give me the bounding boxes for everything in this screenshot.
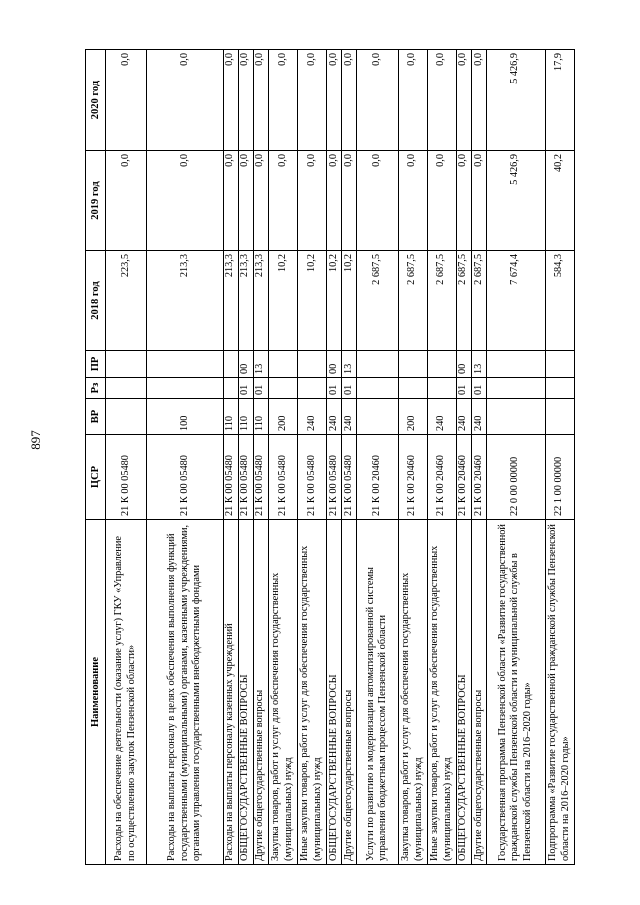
cell-rz: 01 [253, 378, 268, 399]
cell-2020: 0,0 [147, 50, 223, 151]
cell-2020: 0,0 [342, 50, 357, 151]
cell-2020: 0,0 [253, 50, 268, 151]
table-row [456, 50, 471, 865]
cell-2018: 213,3 [253, 251, 268, 351]
cell-name: Другие общегосударственные вопросы [342, 520, 357, 865]
cell-csr: 21 К 00 20460 [427, 435, 456, 520]
cell-vr [106, 399, 147, 435]
cell-2019: 0,0 [253, 151, 268, 251]
header-2020: 2020 год [86, 50, 106, 151]
cell-2019: 0,0 [223, 151, 238, 251]
budget-table [85, 49, 575, 865]
cell-2020: 0,0 [456, 50, 471, 151]
cell-rz [427, 378, 456, 399]
cell-2020: 0,0 [427, 50, 456, 151]
cell-2019: 0,0 [147, 151, 223, 251]
cell-vr [545, 399, 574, 435]
cell-pr [357, 351, 398, 378]
cell-2019: 0,0 [456, 151, 471, 251]
cell-2019: 0,0 [268, 151, 297, 251]
cell-2018: 10,2 [297, 251, 326, 351]
cell-name: Расходы на выплаты персоналу казенных учреждений [223, 520, 238, 865]
cell-rz [487, 378, 546, 399]
cell-csr: 21 К 00 05480 [106, 435, 147, 520]
cell-pr: 00 [327, 351, 342, 378]
cell-vr: 100 [147, 399, 223, 435]
cell-pr: 00 [456, 351, 471, 378]
cell-2020: 0,0 [471, 50, 486, 151]
cell-2020: 0,0 [268, 50, 297, 151]
header-csr: ЦСР [86, 435, 106, 520]
cell-csr: 21 К 00 05480 [223, 435, 238, 520]
cell-2020: 0,0 [357, 50, 398, 151]
cell-pr [268, 351, 297, 378]
cell-2018: 10,2 [268, 251, 297, 351]
cell-2019: 0,0 [357, 151, 398, 251]
cell-2019: 0,0 [238, 151, 253, 251]
cell-vr [487, 399, 546, 435]
cell-rz [545, 378, 574, 399]
cell-csr: 21 К 00 05480 [268, 435, 297, 520]
cell-vr: 240 [471, 399, 486, 435]
cell-2018: 2 687,5 [456, 251, 471, 351]
cell-csr: 21 К 00 05480 [147, 435, 223, 520]
cell-pr [106, 351, 147, 378]
cell-rz: 01 [471, 378, 486, 399]
cell-vr: 110 [223, 399, 238, 435]
header-2019: 2019 год [86, 151, 106, 251]
cell-vr: 240 [456, 399, 471, 435]
cell-pr [147, 351, 223, 378]
cell-vr: 240 [427, 399, 456, 435]
table-row [327, 50, 342, 865]
cell-vr: 110 [238, 399, 253, 435]
page-number: 897 [28, 430, 43, 450]
header-name: Наименование [86, 520, 106, 865]
header-pr: ПР [86, 351, 106, 378]
table-row [297, 50, 326, 865]
cell-2020: 0,0 [297, 50, 326, 151]
cell-name: Подпрограмма «Развитие государственной гражданской службы Пензенской области на 2016–2020 годы» [545, 520, 574, 865]
header-rz: Рз [86, 378, 106, 399]
cell-csr: 22 0 00 00000 [487, 435, 546, 520]
table-row [238, 50, 253, 865]
cell-pr [223, 351, 238, 378]
cell-pr [487, 351, 546, 378]
cell-pr [398, 351, 427, 378]
cell-2019: 40,2 [545, 151, 574, 251]
cell-rz [223, 378, 238, 399]
cell-csr: 21 К 00 20460 [456, 435, 471, 520]
cell-vr: 240 [297, 399, 326, 435]
cell-csr: 21 К 00 05480 [327, 435, 342, 520]
cell-name: Иные закупки товаров, работ и услуг для обеспечения государственных (муниципальных) нужд [427, 520, 456, 865]
cell-csr: 21 К 00 05480 [297, 435, 326, 520]
cell-2019: 0,0 [427, 151, 456, 251]
table-row [487, 50, 546, 865]
cell-rz [147, 378, 223, 399]
cell-pr: 13 [471, 351, 486, 378]
cell-name: Иные закупки товаров, работ и услуг для обеспечения государственных (муниципальных) нужд [297, 520, 326, 865]
cell-name: Закупка товаров, работ и услуг для обеспечения государственных (муниципальных) нужд [398, 520, 427, 865]
cell-2019: 0,0 [398, 151, 427, 251]
cell-2020: 0,0 [106, 50, 147, 151]
table-row [268, 50, 297, 865]
cell-name: Закупка товаров, работ и услуг для обеспечения государственных (муниципальных) нужд [268, 520, 297, 865]
table-row [106, 50, 147, 865]
cell-csr: 21 К 00 05480 [253, 435, 268, 520]
table-row [223, 50, 238, 865]
cell-rz [398, 378, 427, 399]
cell-2019: 0,0 [471, 151, 486, 251]
cell-2018: 2 687,5 [427, 251, 456, 351]
cell-2018: 213,3 [147, 251, 223, 351]
cell-name: ОБЩЕГОСУДАРСТВЕННЫЕ ВОПРОСЫ [327, 520, 342, 865]
cell-2020: 0,0 [238, 50, 253, 151]
cell-2018: 2 687,5 [398, 251, 427, 351]
cell-2020: 0,0 [223, 50, 238, 151]
cell-csr: 21 К 00 20460 [398, 435, 427, 520]
cell-pr: 13 [253, 351, 268, 378]
cell-2018: 10,2 [327, 251, 342, 351]
cell-name: Расходы на обеспечение деятельности (оказание услуг) ГКУ «Управление по осуществлению закупок Пензенской области» [106, 520, 147, 865]
cell-vr [357, 399, 398, 435]
cell-pr: 00 [238, 351, 253, 378]
table-row [427, 50, 456, 865]
cell-name: Расходы на выплаты персоналу в целях обеспечения выполнения функций государственными (муниципальными) органами, казенными учреждениями, органами управления государственными внебюджетными фондами [147, 520, 223, 865]
cell-name: ОБЩЕГОСУДАРСТВЕННЫЕ ВОПРОСЫ [238, 520, 253, 865]
cell-2020: 5 426,9 [487, 50, 546, 151]
cell-rz: 01 [456, 378, 471, 399]
cell-vr: 110 [253, 399, 268, 435]
cell-2019: 0,0 [342, 151, 357, 251]
cell-name: Государственная программа Пензенской области «Развитие государственной гражданской службы Пензенской области и муниципальной службы в Пензенской области на 2016–2020 годы» [487, 520, 546, 865]
cell-2018: 2 687,5 [471, 251, 486, 351]
cell-rz: 01 [238, 378, 253, 399]
cell-2018: 584,3 [545, 251, 574, 351]
cell-2020: 0,0 [398, 50, 427, 151]
cell-vr: 240 [327, 399, 342, 435]
cell-rz [297, 378, 326, 399]
cell-pr [545, 351, 574, 378]
header-2018: 2018 год [86, 251, 106, 351]
cell-2018: 223,5 [106, 251, 147, 351]
cell-pr [427, 351, 456, 378]
cell-name: ОБЩЕГОСУДАРСТВЕННЫЕ ВОПРОСЫ [456, 520, 471, 865]
cell-rz [357, 378, 398, 399]
table-row [342, 50, 357, 865]
cell-name: Другие общегосударственные вопросы [471, 520, 486, 865]
cell-csr: 21 К 00 05480 [238, 435, 253, 520]
budget-table-rotated [85, 50, 575, 865]
cell-2019: 0,0 [106, 151, 147, 251]
cell-pr: 13 [342, 351, 357, 378]
cell-vr: 200 [268, 399, 297, 435]
table-row [471, 50, 486, 865]
header-vr: ВР [86, 399, 106, 435]
table-body [106, 50, 575, 865]
table-row [398, 50, 427, 865]
cell-2019: 0,0 [297, 151, 326, 251]
cell-2020: 17,9 [545, 50, 574, 151]
cell-name: Услуги по развитию и модернизации автоматизированной системы управления бюджетным процессом Пензенской области [357, 520, 398, 865]
cell-csr: 21 К 00 05480 [342, 435, 357, 520]
table-row [253, 50, 268, 865]
cell-vr: 200 [398, 399, 427, 435]
cell-2018: 213,3 [223, 251, 238, 351]
cell-name: Другие общегосударственные вопросы [253, 520, 268, 865]
cell-rz: 01 [342, 378, 357, 399]
cell-2020: 0,0 [327, 50, 342, 151]
cell-pr [297, 351, 326, 378]
cell-rz: 01 [327, 378, 342, 399]
cell-2019: 5 426,9 [487, 151, 546, 251]
cell-rz [106, 378, 147, 399]
table-row [147, 50, 223, 865]
cell-csr: 21 К 00 20460 [357, 435, 398, 520]
cell-2018: 10,2 [342, 251, 357, 351]
cell-2018: 7 674,4 [487, 251, 546, 351]
cell-2019: 0,0 [327, 151, 342, 251]
cell-2018: 213,3 [238, 251, 253, 351]
cell-csr: 21 К 00 20460 [471, 435, 486, 520]
cell-2018: 2 687,5 [357, 251, 398, 351]
table-row [545, 50, 574, 865]
cell-vr: 240 [342, 399, 357, 435]
table-row [357, 50, 398, 865]
cell-csr: 22 1 00 00000 [545, 435, 574, 520]
cell-rz [268, 378, 297, 399]
header-row [86, 50, 106, 865]
